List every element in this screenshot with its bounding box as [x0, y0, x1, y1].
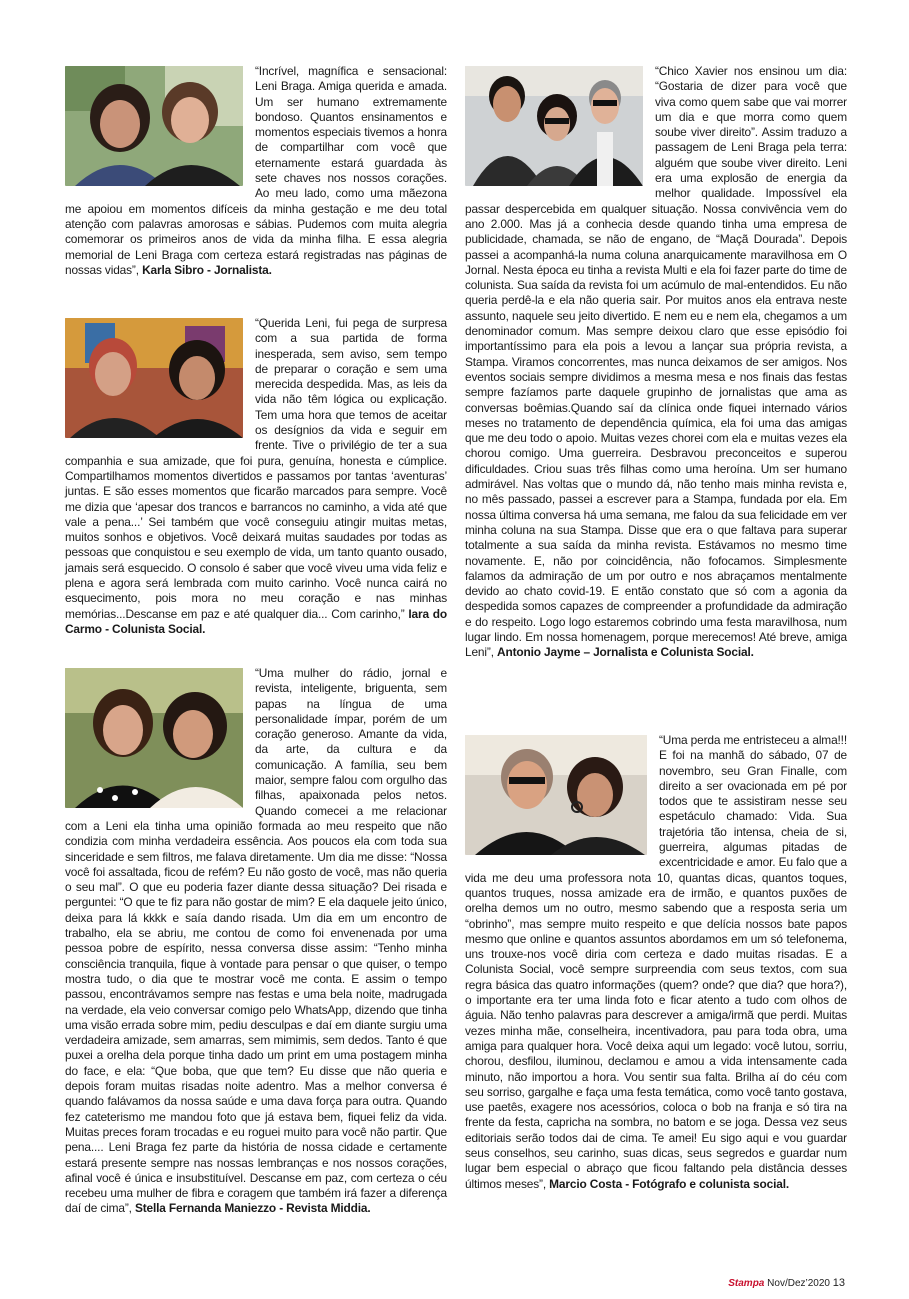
author-signature: Stella Fernanda Maniezzo - Revista Middia.: [134, 1201, 371, 1216]
tribute-marcio-costa: [465, 733, 847, 1192]
photo-marcio-and-leni: [465, 735, 647, 855]
photo-iara-and-leni: [65, 318, 243, 438]
photo-stella-and-leni: [65, 668, 243, 808]
quote-text: “Uma mulher do rádio, jornal e revista, inteligente, briguenta, sem papas na língua de uma personalidade ímpar, porém de um coração generoso. Amante da vida, da arte, da cultura e da comunicação. A família, seu bem maior, sempre falou com orgulho das filhas, apaixonada pelos netos. Quando comecei a me relacionar com a Leni ela tinha uma opinião formada ao meu respeito que não condizia com minha verdadeira essência. Aos poucos ela com toda sua sinceridade e sem filtros, me falava diretamente. Um dia me disse: “Nossa você foi assaltada, ficou de refém? Eu não gosto de você, mas não queria o seu mal”. O que eu poderia fazer diante dessa situação? Dei risada e perguntei: “O que te fiz para não gostar de mim? E ela daquele jeito único, deixa para lá kkkk e saía dando risada. Um dia em um encontro de trabalho, ela se abriu, me contou de como foi envenenada por uma pessoa pobre de espírito, nessa conversa disse assim: “Tenho minha consciência tranquila, fique à vontade para pensar o que quiser, o tempo mostra tudo, o dia que te mostrar você me conta. E assim o tempo passou, encontrávamos sempre nas festas e uma bela noite, madrugada na verdade, ela veio conversar comigo pelo WhatsApp, dizendo que tinha uma visão errada sobre mim, pediu desculpas e daí em diante surgiu uma verdadeira amizade, sem amarras, sem mimimis, sem dedos. Tanto é que puxei a orelha dela porque tinha dado um print em uma postagem minha do face, e ela: “Que boba, que que tem? Eu disse que não queria e depois foram muitas risadas noite adentro. Mas a melhor conversa é quando falávamos da nossa saúde e uma dava força para outra. Quando fez cateterismo me mandou foto que já estava bem, fiquei feliz da vida. Muitas preces foram trocadas e eu roguei muito para você não partir. Que pena.... Leni Braga fez parte da história de nossa cidade e certamente estará presente sempre nas nossas lembranças e nos nossos corações, afinal você é única e insubstituível. Descanse em paz, com certeza o céu recebeu uma mulher de fibra e coragem que também irá fazer a diferença daí de cima”,: [65, 666, 447, 1216]
photo-antonio-group: [465, 66, 643, 186]
tribute-stella-maniezzo: [65, 666, 447, 1217]
photo-antonio-group-image: [465, 66, 643, 186]
quote-text: “Querida Leni, fui pega de surpresa com a sua partida de forma inesperada, sem aviso, sem tempo de preparar o coração e sem uma merecida despedida. Mas, as leis da vida não têm lógica ou explicação. Tem uma hora que temos de aceitar os desígnios da vida e seguir em frente. Tive o privilégio de ter a sua companhia e sua amizade, que foi pura, genuína, honesta e cúmplice. Compartilhamos momentos divertidos e passamos por tantas ‘aventuras’ juntas. E são esses momentos que ficarão marcados para sempre. Você me dizia que ‘apesar dos trancos e barrancos no caminho, a vida até que vale a pena...’ Sei também que você conseguiu atingir muitas metas, muitos sonhos e objetivos. Você deixará muitas saudades por todas as pessoas que conquistou e seu exemplo de vida, um tanto quanto ousado, jamais será esquecido. O consolo é saber que você viveu uma vida feliz e plena e agora será lembrada com muito carinho. Você nunca cairá no esquecimento, pois mora no meu coração e nas minhas memórias...Descanse em paz e até qualquer dia... Com carinho,”: [65, 316, 447, 621]
issue-date: Nov/Dez’2020: [767, 1278, 830, 1289]
page-footer: [728, 1277, 845, 1289]
quote-text: “Uma perda me entristeceu a alma!!! E foi na manhã do sábado, 07 de novembro, seu Gran Finalle, com direito a ser ovacionada em pé por todos que te assistiram nesse seu espetáculo chamado: Vida. Sua trajetória tão intensa, cheia de si, guerreira, algumas pitadas de excentricidade e amor. Eu falo que a vida me deu uma professora nota 10, quantas dicas, quantos toques, quantos truques, nossa amizade era de irmão, e quantos puxões de orelha demos um no outro, mesmo sabendo que a resposta seria um “obrinho”, mas sempre muito respeito e que delícia nossos bate papos mesmo que online e quantos assuntos abordamos em um só telefonema, uns trouxe-nos você diria com certeza e dado muitas risadas. E a Colunista Social, você sempre surpreendia com seus textos, com sua regra básica das quatro informações (quem? onde? que dia? que hora?), o importante era ter uma linda foto e ficar atento a tudo com olhos de águia. Não tenho palavras para descrever a amiga/irmã que perdi. Muitas vezes minha mãe, conselheira, incentivadora, pau para toda obra, uma amiga para qualquer hora. Você deixa aqui um legado: você lutou, sorriu, chorou, desfilou, iluminou, declamou e amou a vida intensamente cada minuto, não importou a hora. Vou sentir sua falta. Brilha aí do céu com seu sorriso, gargalhe e faça uma festa temática, como você tanto gostava, use paetês, exagere nos acessórios, coloca o bob na franja e só tira na frente da festa, capricha na sombra, no batom e se joga. Dessa vez seus editoriais serão todos dai de cima. Te amei! Eu sigo aqui e vou guardar seus conselhos, seu carinho, suas dicas, seus segredos e guardar num lugar bem especial o abraço que ficou faltando pela distância desses últimos meses”,: [465, 733, 847, 1191]
author-signature: Iara do Carmo - Colunista Social.: [65, 606, 447, 636]
quote-text: “Incrível, magnífica e sensacional: Leni Braga. Amiga querida e amada. Um ser humano extremamente bondoso. Quantos ensinamentos e momentos especiais tivemos a honra de compartilhar com você que eternamente estará guardada às sete chaves nos nossos corações. Ao meu lado, como uma mãezona me apoiou em momentos difíceis da minha gestação e me deu total atenção com palavras amorosas e sábias. Pudemos com muita alegria comemorar os primeiros anos de vida da minha filha. E essa alegria memorial de Leni Braga com certeza estará registradas nas páginas de nossas vidas”,: [65, 64, 447, 277]
photo-karla-and-leni: [65, 66, 243, 186]
tribute-iara-do-carmo: [65, 316, 447, 637]
author-signature: Marcio Costa - Fotógrafo e colunista social.: [549, 1176, 790, 1191]
photo-stella-and-leni-image: [65, 668, 243, 808]
quote-text: “Chico Xavier nos ensinou um dia: “Gostaria de dizer para você que viva como quem sabe que vai morrer um dia e que morra como quem soube viver direito”. Assim traduzo a passagem de Leni Braga pela terra: alguém que soube viver direito. Leni era uma explosão de energia da melhor qualidade. Impossível ela passar despercebida em qualquer situação. Nossa convivência vem do ano 2.000. Mas já a conhecia desde quando tinha uma empresa de publicidade, chamada, se não de engano, de “Maçã Dourada”. Depois passei a acompanhá-la numa coluna anarquicamente maravilhosa em O Jornal. Nesta época eu tinha a revista Multi e ela foi fazer parte do time de colunista. Sua saída da revista foi um acúmulo de mal-entendidos. Eu não queria perdê-la e ela não queria sair. Por muitos anos ela entrava neste assunto, naquele seu jeito divertido. E nem eu e nem ela, chegamos a um denominador comum. Mas sempre deixou claro que esse episódio foi importantíssimo para ela pois a levou a lançar sua própria revista, a Stampa. Viramos concorrentes, mas nunca deixamos de ser amigos. Nos eventos sociais sempre dividimos a mesma mesa e nos finais das festas sempre fazíamos parte daquele grupinho de jornalistas que ama as conversas boêmias.Quando saí da clínica onde fiquei internado vários meses no tratamento de dependência química, ela foi uma das amigas que me deu todo o apoio. Muitas vezes chorei com ela e muitas vezes ela chorou comigo. Uma guerreira. Desbravou preconceitos e superou dificuldades. Criou suas três filhas como uma heroína. Um ser humano admirável. Nas voltas que o mundo dá, não tenho mais minha revista e, no mês passado, passei a escrever para a Stampa, fundada por ela. Em nossa última conversa há uma semana, me falou da sua felicidade em ver minha coluna na sua Stampa. Disse que era o que faltava para superar totalmente a sua saída da minha revista. Estávamos no mesmo time novamente. E, não por coincidência, não fofocamos. Simplesmente falamos da admiração de um por outro e nos abraçamos mentalmente devido ao chato covid-19. E então constato que só com a agonia da despedida somos capazes de compreender a profundidade da admiração e do respeito. Logo logo estaremos cobrindo uma festa maravilhosa, num lugar lindo. Em nossa homenagem, porque merecemos! Até breve, amiga Leni”,: [465, 64, 847, 660]
magazine-brand: Stampa: [728, 1278, 765, 1289]
page-number: 13: [832, 1277, 845, 1289]
photo-iara-and-leni-image: [65, 318, 243, 438]
author-signature: Antonio Jayme – Jornalista e Colunista Social.: [497, 645, 754, 660]
photo-marcio-and-leni-image: [465, 735, 647, 855]
tribute-karla-sibro: [65, 64, 447, 278]
photo-karla-and-leni-image: [65, 66, 243, 186]
author-signature: Karla Sibro - Jornalista.: [142, 262, 272, 277]
tribute-antonio-jayme: [465, 64, 847, 661]
